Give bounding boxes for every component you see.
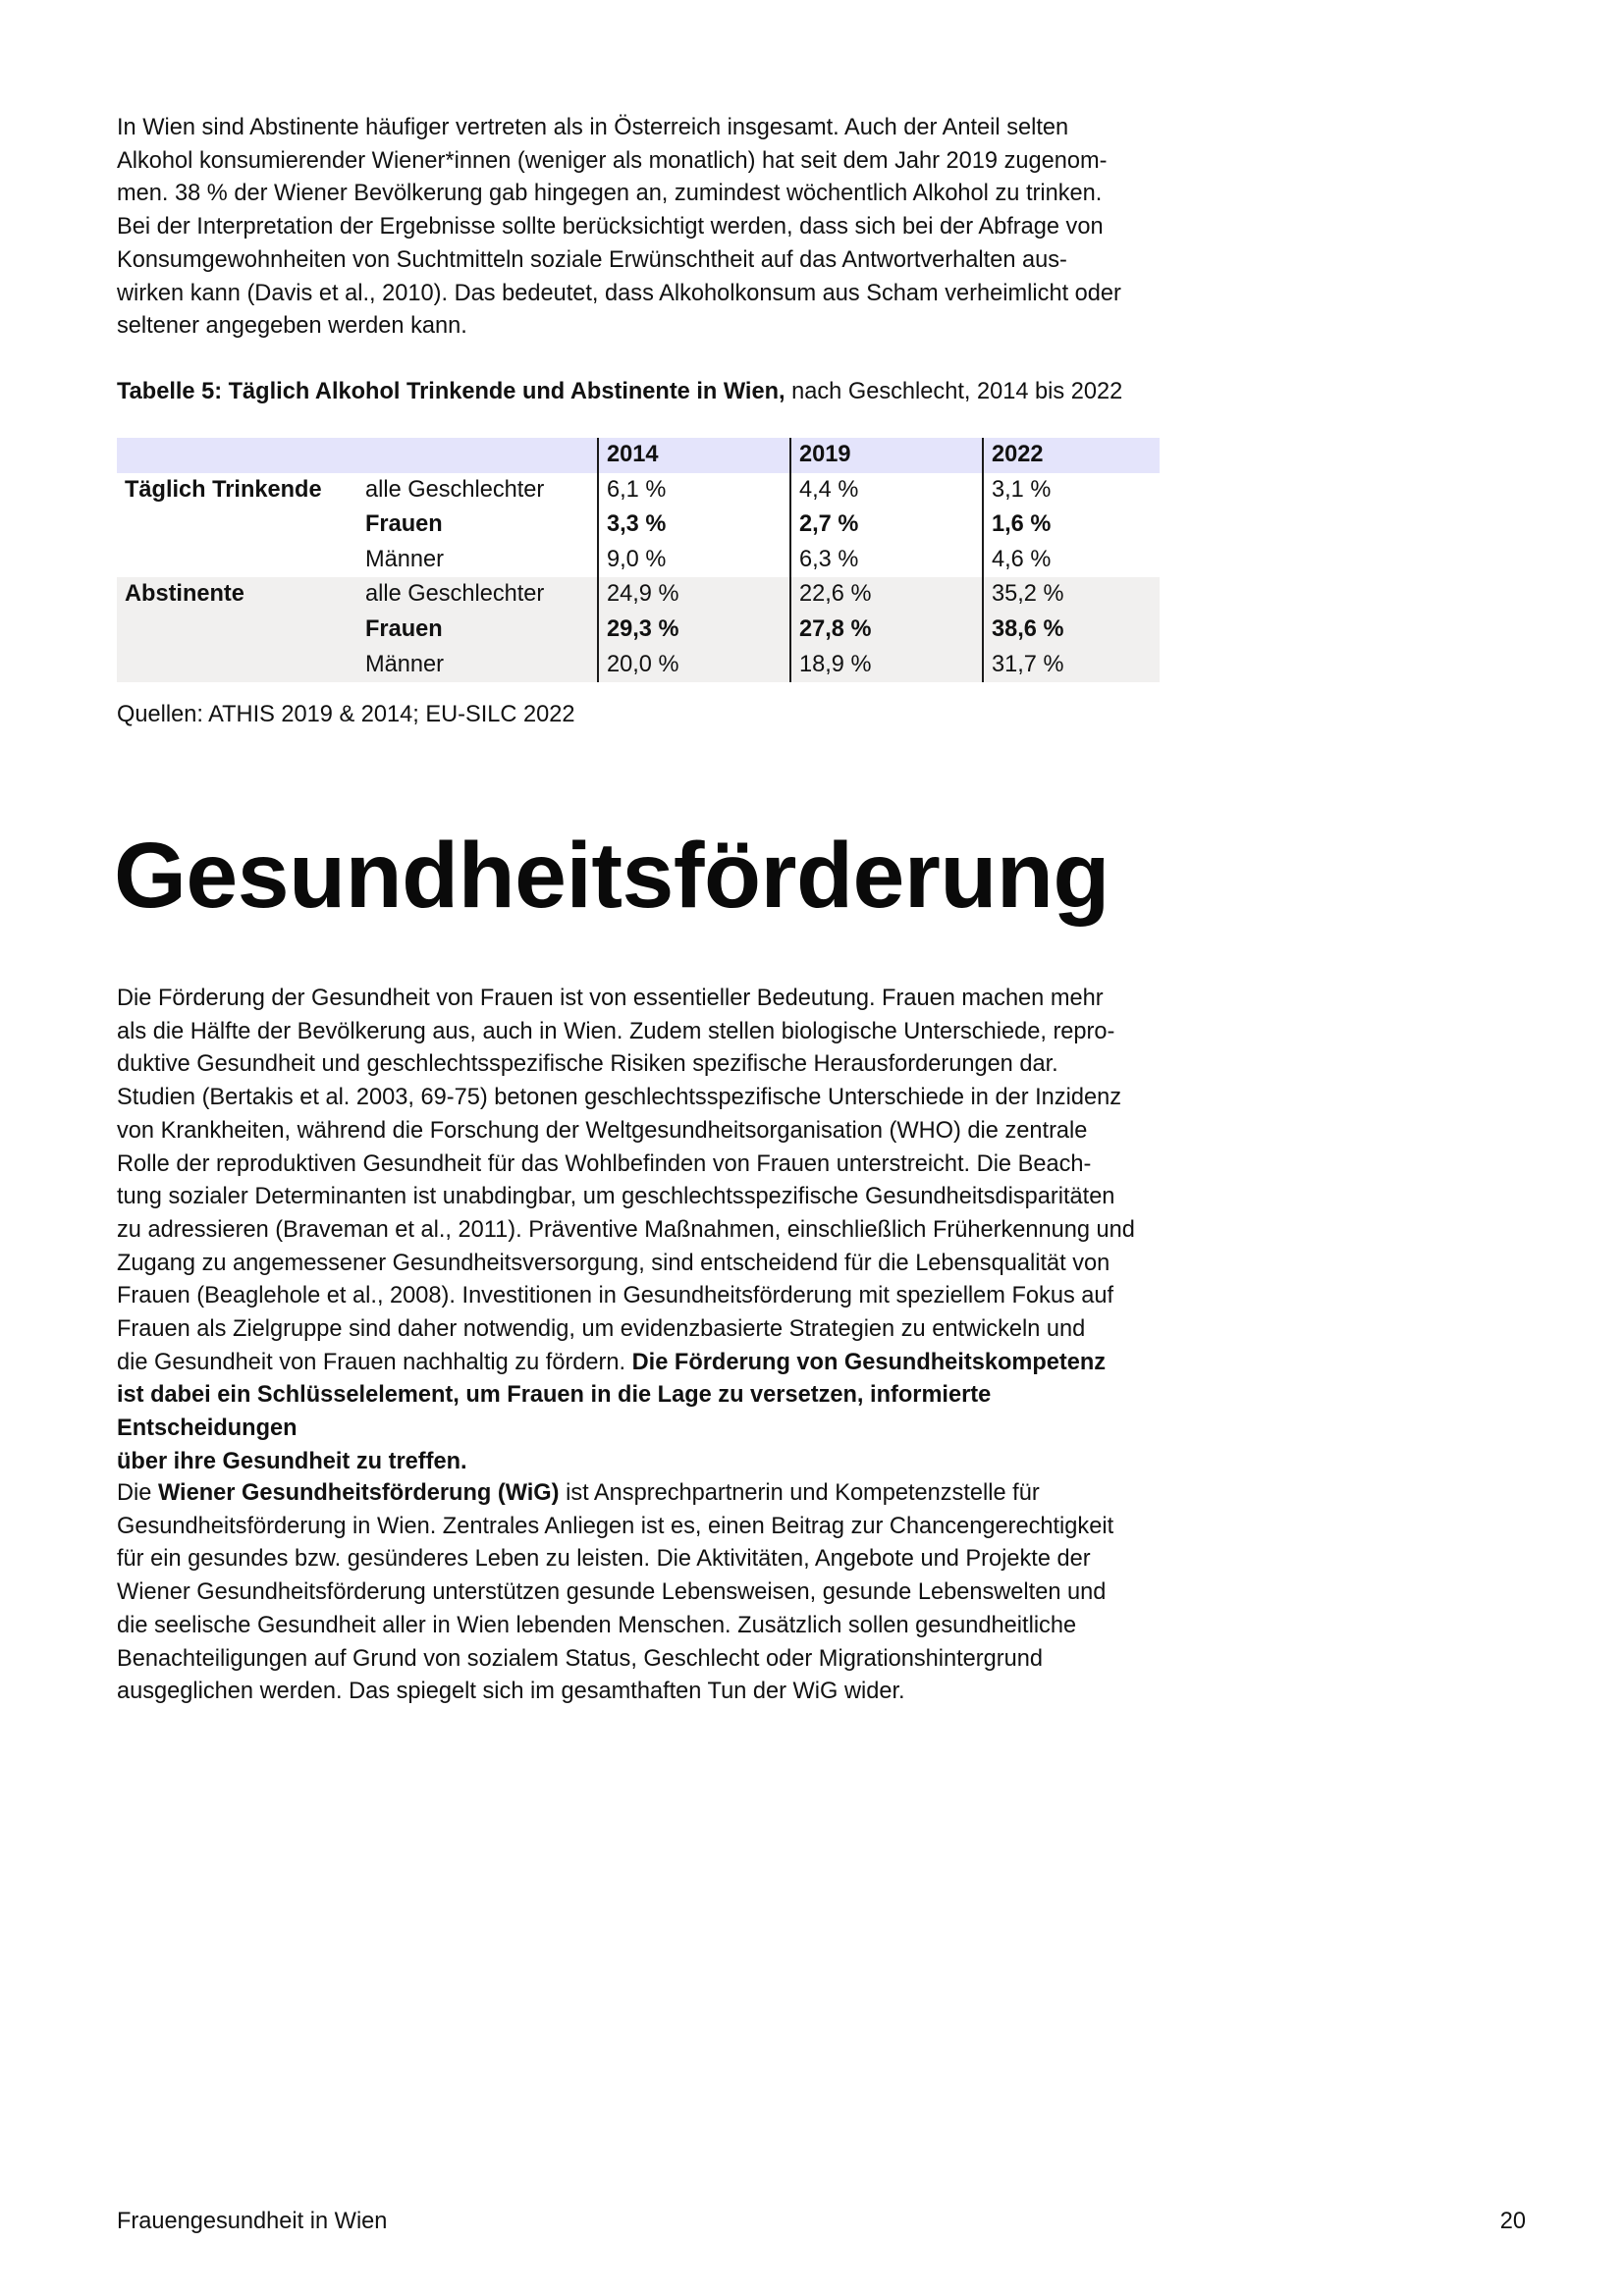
table-row	[117, 577, 1160, 613]
table-row	[117, 648, 1160, 683]
emphasis-text: Wiener Gesundheitsförderung (WiG)	[157, 1480, 560, 1506]
text-line: Benachteiligungen auf Grund von sozialem Status, Geschlecht oder Migrationshintergrund	[117, 1645, 1043, 1672]
text-line: Zugang zu angemessener Gesundheitsversorgung, sind entscheidend für die Lebensqualität von	[117, 1250, 1110, 1276]
table-cell: 4,6 %	[983, 543, 1160, 578]
table-cell: 38,6 %	[983, 613, 1160, 648]
table-cell: 24,9 %	[598, 577, 790, 613]
table-cell: 6,1 %	[598, 473, 790, 508]
table-cell: 31,7 %	[983, 648, 1160, 683]
table-row	[117, 613, 1160, 648]
text-line: men. 38 % der Wiener Bevölkerung gab hingegen an, zumindest wöchentlich Alkohol zu trinken.	[117, 181, 1103, 207]
group-label: Täglich Trinkende	[125, 476, 322, 503]
table-cell: 27,8 %	[790, 613, 983, 648]
page-number: 20	[1499, 2209, 1526, 2234]
table-cell: 2,7 %	[790, 507, 983, 543]
column-header-year: 2019	[790, 438, 983, 473]
text-line: Wiener Gesundheitsförderung unterstützen gesunde Lebensweisen, gesunde Lebenswelten und	[117, 1579, 1107, 1606]
text-line	[117, 1446, 1160, 1479]
table-sources: Quellen: ATHIS 2019 & 2014; EU-SILC 2022	[117, 702, 575, 727]
text-line: von Krankheiten, während die Forschung der Weltgesundheitsorganisation (WHO) die zentrale	[117, 1117, 1088, 1144]
table-cell: 3,3 %	[598, 507, 790, 543]
table-cell: 3,1 %	[983, 473, 1160, 508]
text-line: duktive Gesundheit und geschlechtsspezifische Risiken spezifische Herausforderungen dar.	[117, 1051, 1058, 1078]
table-header-row	[117, 438, 1160, 473]
text-line: Alkohol konsumierender Wiener*innen (weniger als monatlich) hat seit dem Jahr 2019 zugenom-	[117, 147, 1108, 174]
intro-paragraph	[117, 112, 1160, 344]
text-line	[117, 1379, 1160, 1445]
table-cell: 22,6 %	[790, 577, 983, 613]
table-cell: 1,6 %	[983, 507, 1160, 543]
row-label: Männer	[365, 546, 444, 572]
text-line: Konsumgewohnheiten von Suchtmitteln soziale Erwünschtheit auf das Antwortverhalten aus-	[117, 246, 1067, 273]
text-line: Gesundheitsförderung in Wien. Zentrales Anliegen ist es, einen Beitrag zur Chancengerechtigkeit	[117, 1513, 1114, 1539]
text-line: tung sozialer Determinanten ist unabdingbar, um geschlechtsspezifische Gesundheitsdisparitäten	[117, 1184, 1115, 1210]
text-line: Die Wiener Gesundheitsförderung (WiG) ist Ansprechpartnerin und Kompetenzstelle für	[117, 1480, 1040, 1506]
text-line: Studien (Bertakis et al. 2003, 69-75) betonen geschlechtsspezifische Unterschiede in der Inzidenz	[117, 1085, 1121, 1111]
table-cell: 35,2 %	[983, 577, 1160, 613]
table-caption-subtitle: nach Geschlecht, 2014 bis 2022	[785, 379, 1123, 404]
health-promotion-paragraph	[117, 983, 1160, 1479]
table-cell: 6,3 %	[790, 543, 983, 578]
column-header-year: 2022	[983, 438, 1160, 473]
alcohol-table	[117, 438, 1160, 682]
row-label: alle Geschlechter	[365, 476, 545, 503]
emphasis-text: Die Förderung von Gesundheitskompetenz	[631, 1349, 1107, 1375]
table-cell: 29,3 %	[598, 613, 790, 648]
text-line: Frauen als Zielgruppe sind daher notwendig, um evidenzbasierte Strategien zu entwickeln und	[117, 1316, 1086, 1343]
table-cell: 20,0 %	[598, 648, 790, 683]
wig-paragraph	[117, 1477, 1160, 1709]
text-line: die Gesundheit von Frauen nachhaltig zu fördern. Die Förderung von Gesundheitskompetenz	[117, 1349, 1107, 1375]
text-line: Rolle der reproduktiven Gesundheit für das Wohlbefinden von Frauen unterstreicht. Die Beach-	[117, 1150, 1092, 1177]
column-header-year: 2014	[598, 438, 790, 473]
table-row	[117, 543, 1160, 578]
text-line: seltener angegeben werden kann.	[117, 313, 467, 340]
table-cell: 18,9 %	[790, 648, 983, 683]
group-label: Abstinente	[117, 577, 357, 613]
text-line: für ein gesundes bzw. gesünderes Leben zu leisten. Die Aktivitäten, Angebote und Projekte der	[117, 1546, 1091, 1573]
table-cell: 4,4 %	[790, 473, 983, 508]
text-line: Frauen (Beaglehole et al., 2008). Investitionen in Gesundheitsförderung mit speziellem Fokus auf	[117, 1283, 1114, 1309]
table-row	[117, 507, 1160, 543]
emphasis-text: ist dabei ein Schlüsselelement, um Frauen in die Lage zu versetzen, informierte Entscheidungen	[117, 1382, 992, 1442]
text-line: zu adressieren (Braveman et al., 2011). Präventive Maßnahmen, einschließlich Früherkennung und	[117, 1216, 1135, 1243]
table-caption	[117, 376, 1122, 408]
text-line: wirken kann (Davis et al., 2010). Das bedeutet, dass Alkoholkonsum aus Scham verheimlicht oder	[117, 280, 1121, 306]
text-line: als die Hälfte der Bevölkerung aus, auch in Wien. Zudem stellen biologische Unterschiede, repro-	[117, 1018, 1115, 1044]
row-label: alle Geschlechter	[357, 577, 598, 613]
section-heading: Gesundheitsförderung	[114, 824, 1110, 928]
row-label: Männer	[357, 648, 598, 683]
row-label: Frauen	[365, 511, 443, 538]
text-line: Die Förderung der Gesundheit von Frauen ist von essentieller Bedeutung. Frauen machen mehr	[117, 986, 1104, 1011]
table-cell: 9,0 %	[598, 543, 790, 578]
table-row	[117, 473, 1160, 508]
table-caption-title: Tabelle 5: Täglich Alkohol Trinkende und Abstinente in Wien,	[117, 379, 785, 404]
text-line: Bei der Interpretation der Ergebnisse sollte berücksichtigt werden, dass sich bei der Abfrage von	[117, 214, 1104, 240]
emphasis-text: über ihre Gesundheit zu treffen.	[117, 1448, 467, 1474]
text-line: ausgeglichen werden. Das spiegelt sich im gesamthaften Tun der WiG wider.	[117, 1679, 905, 1705]
text-line: In Wien sind Abstinente häufiger vertreten als in Österreich insgesamt. Auch der Anteil selten	[117, 115, 1069, 140]
text-line: die seelische Gesundheit aller in Wien lebenden Menschen. Zusätzlich sollen gesundheitliche	[117, 1612, 1077, 1638]
row-label: Frauen	[357, 613, 598, 648]
footer-title: Frauengesundheit in Wien	[117, 2209, 388, 2234]
